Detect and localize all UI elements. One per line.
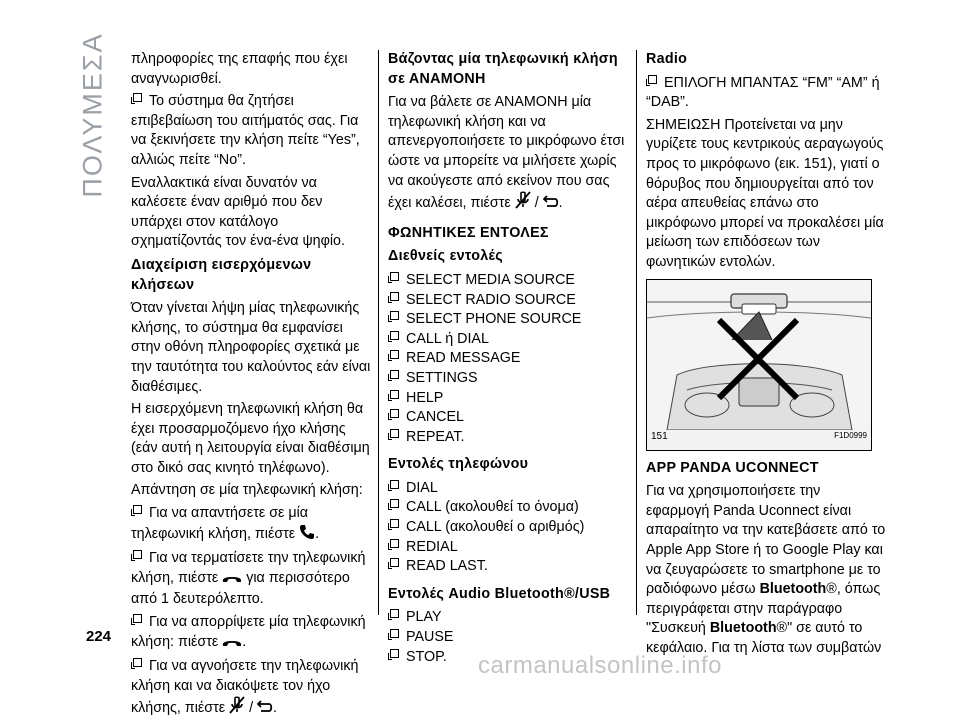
global-commands-list (388, 271, 628, 447)
mic-off-icon (515, 191, 531, 216)
bullet-icon (390, 390, 399, 399)
bullet-icon (390, 350, 399, 359)
return-arrow-icon (543, 195, 559, 216)
heading-incoming-calls: Διαχείριση εισερχόμενων κλήσεων (131, 256, 312, 293)
bullet-icon (390, 311, 399, 320)
bullet-paragraph: Το σύστημα θα ζητήσει επιβεβαίωση του αιτήματός σας. Για να ξεκινήσετε την κλήση πείτε “Yes”, αλλιώς πείτε “No”. (131, 93, 360, 168)
page-number: 224 (86, 628, 112, 645)
list-item: READ MESSAGE (388, 349, 628, 369)
column-divider (636, 50, 637, 615)
heading-app: APP PANDA UCONNECT (646, 459, 819, 476)
paragraph: Απάντηση σε μία τηλεφωνική κλήση: (131, 482, 363, 499)
bullet-icon (390, 429, 399, 438)
heading-bt-commands: Εντολές Audio Bluetooth®/USB (388, 585, 611, 602)
bullet-paragraph: Για να απορρίψετε μία τηλεφωνική κλήση: πιέστε . (131, 613, 371, 654)
paragraph: Εναλλακτικά είναι δυνατόν να καλέσετε έναν αριθμό που δεν υπάρχει στον κατάλογο σχηματίζοντάς τον ένα-ένα ψηφίο. (131, 174, 345, 250)
watermark: carmanualsonline.info (478, 652, 722, 679)
list-item: SELECT PHONE SOURCE (388, 310, 628, 330)
list-item: DIAL (388, 479, 628, 499)
return-arrow-icon (257, 700, 273, 721)
heading-call-hold: Βάζοντας μία τηλεφωνική κλήση σε ΑΝΑΜΟΝΗ (388, 51, 618, 87)
paragraph: Για να χρησιμοποιήσετε την εφαρμογή Panda Uconnect είναι απαραίτητο να την κατεβάσετε από το Apple App Store ή το Google Play και να ζευγαρώσετε το smartphone με το ραδιόφωνο μέσω Bluetooth®, όπως περιγράφεται στην παράγραφο "Συσκευή Bluetooth®" σε αυτό το κεφάλαιο. Για τη λίστα των συμβατών (646, 483, 886, 656)
column-2 (388, 50, 628, 667)
list-item: SELECT RADIO SOURCE (388, 291, 628, 311)
list-item: READ LAST. (388, 557, 628, 577)
bullet-icon (390, 499, 399, 508)
figure-151 (646, 279, 872, 451)
list-item: STOP. (388, 648, 628, 668)
list-item: CANCEL (388, 408, 628, 428)
heading-global-commands: Διεθνείς εντολές (388, 248, 503, 265)
phone-commands-list (388, 479, 628, 577)
paragraph: πληροφορίες της επαφής που έχει αναγνωρισθεί. (131, 51, 348, 87)
column-divider (378, 50, 379, 615)
bullet-icon (390, 272, 399, 281)
phone-handset-icon (299, 524, 315, 547)
bullet-icon (648, 75, 657, 84)
bullet-icon (390, 519, 399, 528)
bullet-icon (390, 539, 399, 548)
column-3 (646, 50, 886, 661)
heading-phone-commands: Εντολές τηλεφώνου (388, 456, 529, 473)
heading-radio: Radio (646, 51, 688, 67)
list-item: HELP (388, 389, 628, 409)
note-paragraph: ΣΗΜΕΙΩΣΗ Προτείνεται να μην γυρίζετε τους κεντρικούς αεραγωγούς προς το μικρόφωνο (εικ. 151), γιατί ο θόρυβος που δημιουργείται από τον αέρα απευθείας επάνω στο μικρόφωνο μπορεί να προκαλέσει μία μείωση των επιδόσεων των φωνητικών εντολών. (646, 116, 884, 270)
bullet-icon (390, 370, 399, 379)
bullet-icon (133, 614, 142, 623)
figure-number: 151 (651, 430, 668, 442)
list-item: CALL (ακολουθεί ο αριθμός) (388, 518, 628, 538)
bullet-paragraph: Για να τερματίσετε την τηλεφωνική κλήση, πιέστε για περισσότερο από 1 δευτερόλεπτο. (131, 550, 366, 608)
paragraph: Όταν γίνεται λήψη μίας τηλεφωνικής κλήσης, το σύστημα θα εμφανίσει στην οθόνη πληροφορίες σχετικά με την ταυτότητα του καλούντος εάν είναι διαθέσιμες. (131, 300, 371, 395)
car-interior-illustration (647, 280, 871, 430)
bullet-paragraph: Για να αγνοήσετε την τηλεφωνική κλήση και να διακόψετε τον ήχο κλήσης, πιέστε / . (131, 657, 371, 721)
list-item: SELECT MEDIA SOURCE (388, 271, 628, 291)
mic-off-icon (229, 696, 245, 721)
list-item: CALL (ακολουθεί το όνομα) (388, 498, 628, 518)
bullet-paragraph: ΕΠΙΛΟΓΗ ΜΠΑΝΤΑΣ “FM” “AM” ή “DAB”. (646, 74, 880, 111)
section-tab (74, 20, 112, 210)
list-item: PAUSE (388, 628, 628, 648)
bullet-icon (133, 550, 142, 559)
paragraph: Η εισερχόμενη τηλεφωνική κλήση θα έχει προσαρμοζόμενο ήχο κλήσης (εάν αυτή η λειτουργία είναι διαθέσιμη στο δικό σας κινητό τηλέφωνο). (131, 401, 370, 476)
figure-code: F1D0999 (834, 430, 867, 440)
bullet-icon (390, 331, 399, 340)
bullet-icon (133, 93, 142, 102)
list-item: CALL ή DIAL (388, 330, 628, 350)
bullet-icon (133, 658, 142, 667)
bullet-icon (133, 505, 142, 514)
list-item: REDIAL (388, 538, 628, 558)
paragraph: Για να βάλετε σε ΑΝΑΜΟΝΗ μία τηλεφωνική κλήση και να απενεργοποιήσετε το μικρόφωνο έτσι ώστε να μπορείτε να μιλήσετε χωρίς να ακούγεστε από εκείνον που σας έχει καλέσει, πιέστε / . (388, 93, 628, 216)
list-item: PLAY (388, 608, 628, 628)
section-tab-label: ΠΟΛΥΜΕΣΑ (77, 32, 108, 198)
bullet-icon (390, 649, 399, 658)
bullet-icon (390, 629, 399, 638)
hang-up-icon (222, 571, 242, 591)
column-1 (131, 50, 371, 724)
list-item: SETTINGS (388, 369, 628, 389)
bullet-paragraph: Για να απαντήσετε σε μία τηλεφωνική κλήση, πιέστε . (131, 504, 371, 546)
bullet-icon (390, 292, 399, 301)
bullet-icon (390, 480, 399, 489)
heading-voice-commands: ΦΩΝΗΤΙΚΕΣ ΕΝΤΟΛΕΣ (388, 224, 549, 241)
hang-up-icon (222, 635, 242, 655)
bullet-icon (390, 609, 399, 618)
bullet-icon (390, 558, 399, 567)
bullet-icon (390, 409, 399, 418)
list-item: REPEAT. (388, 428, 628, 448)
